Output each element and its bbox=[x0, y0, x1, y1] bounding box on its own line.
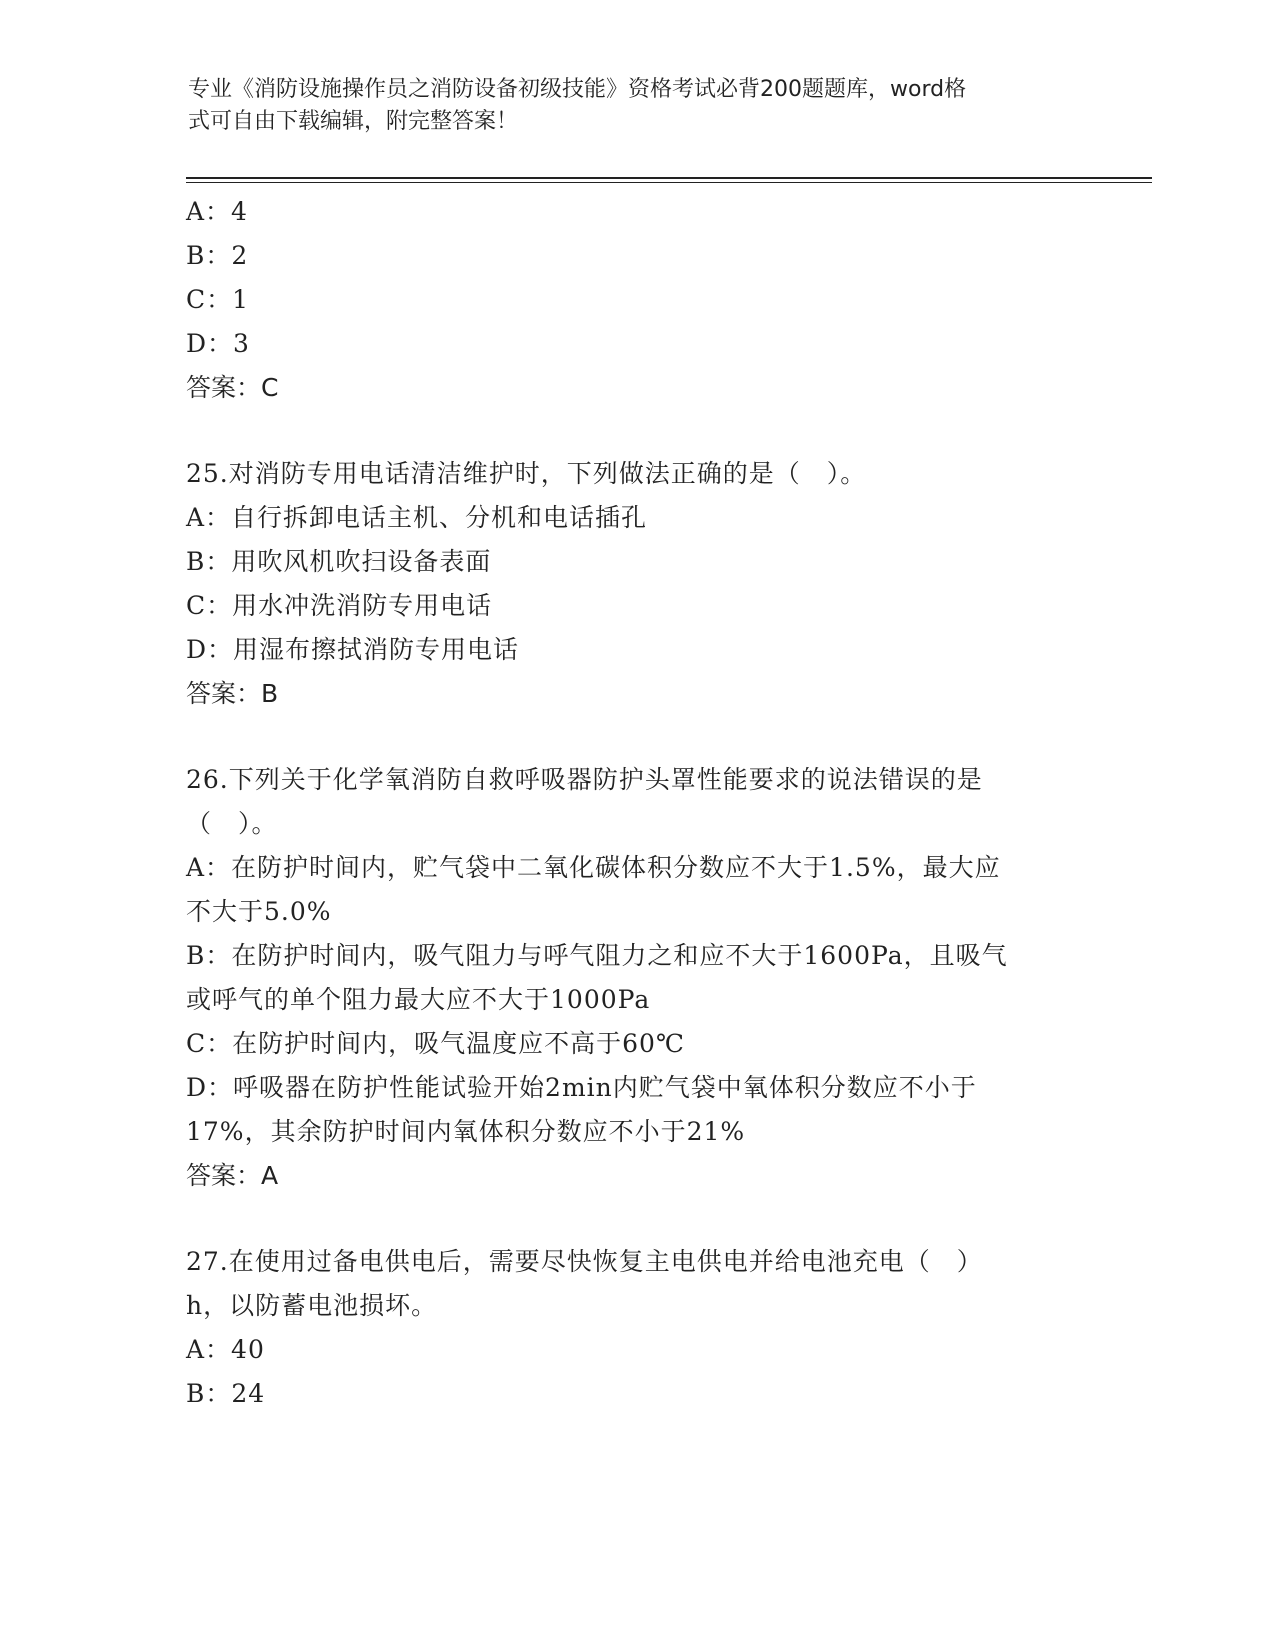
q24-option-b: B：2 bbox=[186, 241, 249, 270]
q24-option-c: C：1 bbox=[186, 285, 250, 314]
q25-option-a: A：自行拆卸电话主机、分机和电话插孔 bbox=[186, 503, 648, 532]
q26-option-d-line-1: D：呼吸器在防护性能试验开始2min内贮气袋中氧体积分数应不小于 bbox=[186, 1073, 977, 1102]
header-rule-thin bbox=[186, 182, 1152, 183]
q26-option-d-line-2: 17%，其余防护时间内氧体积分数应不小于21% bbox=[186, 1117, 746, 1146]
q26-answer: 答案：A bbox=[186, 1161, 279, 1190]
q26-option-a-line-2: 不大于5.0% bbox=[186, 897, 332, 926]
document-header bbox=[188, 74, 1068, 138]
q25-stem: 25.对消防专用电话清洁维护时，下列做法正确的是（ ）。 bbox=[186, 459, 867, 488]
q26-stem-line-1: 26.下列关于化学氧消防自救呼吸器防护头罩性能要求的说法错误的是 bbox=[186, 765, 983, 794]
q26-option-b-line-1: B：在防护时间内，吸气阻力与呼气阻力之和应不大于1600Pa，且吸气 bbox=[186, 941, 1008, 970]
q27-stem-line-1: 27.在使用过备电供电后，需要尽快恢复主电供电并给电池充电（ ） bbox=[186, 1247, 983, 1276]
header-rule-thick bbox=[186, 177, 1152, 179]
q26-stem-line-2: （ ）。 bbox=[186, 809, 278, 838]
q25-option-b: B：用吹风机吹扫设备表面 bbox=[186, 547, 492, 576]
q24-answer: 答案：C bbox=[186, 373, 279, 402]
q26-option-c: C：在防护时间内，吸气温度应不高于60℃ bbox=[186, 1029, 685, 1058]
q25-option-c: C：用水冲洗消防专用电话 bbox=[186, 591, 493, 620]
q27-option-a: A：40 bbox=[186, 1335, 265, 1364]
header-line-2: 式可自由下载编辑，附完整答案！ bbox=[188, 109, 519, 134]
q26-option-b-line-2: 或呼气的单个阻力最大应不大于1000Pa bbox=[186, 985, 651, 1014]
q26-option-a-line-1: A：在防护时间内，贮气袋中二氧化碳体积分数应不大于1.5%，最大应 bbox=[186, 853, 1001, 882]
q27-stem-line-2: h，以防蓄电池损坏。 bbox=[186, 1291, 438, 1320]
q24-option-a: A：4 bbox=[186, 197, 248, 226]
q25-answer: 答案：B bbox=[186, 679, 279, 708]
q24-option-d: D：3 bbox=[186, 329, 250, 358]
q27-option-b: B：24 bbox=[186, 1379, 266, 1408]
q25-option-d: D：用湿布擦拭消防专用电话 bbox=[186, 635, 520, 664]
header-line-1: 专业《消防设施操作员之消防设备初级技能》资格考试必背200题题库，word格 bbox=[188, 77, 967, 102]
